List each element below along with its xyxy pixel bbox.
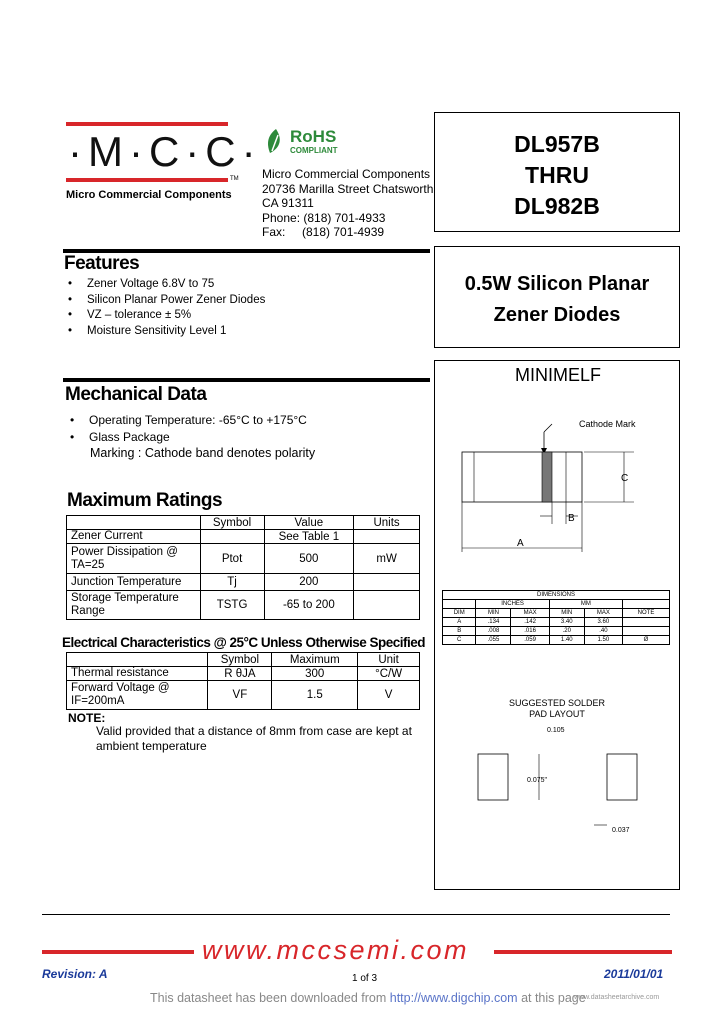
table-cell: Forward Voltage @ IF=200mA [67,681,208,710]
table-cell: -65 to 200 [264,591,354,620]
logo-bottom-bar [66,178,228,182]
dim-a-label: A [517,538,524,549]
package-title: MINIMELF [514,365,601,385]
dimensions-table [442,590,670,645]
table-cell: R θJA [208,667,272,681]
electrical-heading: Electrical Characteristics @ 25°C Unless Otherwise Specified [62,635,425,650]
dim-head: MIN [476,609,511,618]
rohs-subtitle: COMPLIANT [290,146,338,155]
dimensions-title: DIMENSIONS [443,591,670,600]
watermark: www.datasheetarchive.com [574,994,660,1001]
description-line: Zener Diodes [493,304,621,326]
table-header: Maximum [272,653,358,667]
address-line: CA 91311 [262,196,314,210]
fax-label: Fax: [262,225,286,239]
table-cell [354,574,420,591]
table-row [67,544,420,574]
features-list [68,277,265,339]
feature-item: • Moisture Sensitivity Level 1 [68,324,265,340]
table-cell: 200 [264,574,354,591]
solder-title-line: PAD LAYOUT [529,709,585,719]
address-line: Micro Commercial Components [262,167,431,181]
company-address [262,167,433,240]
feature-item: • Silicon Planar Power Zener Diodes [68,293,265,309]
fax-number: (818) 701-4939 [302,225,385,239]
dim-head: INCHES [476,600,549,609]
solder-dim-gap: 0.037 [612,827,630,834]
note-text: Valid provided that a distance of 8mm from case are kept at ambient temperature [96,724,412,753]
table-header: Unit [358,653,420,667]
part-number-start: DL957B [514,131,600,157]
table-cell: °C/W [358,667,420,681]
table-row [67,681,420,710]
table-cell [200,530,264,544]
solder-dim-width: 0.105 [547,727,565,734]
solder-layout-title [434,698,680,720]
table-cell: Thermal resistance [67,667,208,681]
table-cell: 1.5 [272,681,358,710]
revision-date: 2011/01/01 [604,967,664,981]
table-cell: Storage Temperature Range [67,591,201,620]
feature-item: • Zener Voltage 6.8V to 75 [68,277,265,293]
footer-red-bar-right [494,950,672,954]
electrical-table [66,652,420,710]
dim-head [623,600,670,609]
table-row [67,530,420,544]
table-cell: V [358,681,420,710]
mechanical-list [70,412,307,446]
page-number: 1 of 3 [352,973,378,984]
download-suffix: at this page [517,991,586,1005]
table-cell: 300 [272,667,358,681]
max-ratings-table [66,515,420,620]
table-cell: See Table 1 [264,530,354,544]
table-header: Symbol [208,653,272,667]
table-cell [354,591,420,620]
address-line: 20736 Marilla Street Chatsworth [262,181,434,196]
mechanical-bar [63,378,430,382]
max-ratings-heading: Maximum Ratings [67,490,223,511]
table-header [67,653,208,667]
table-cell [354,530,420,544]
table-header: Symbol [200,516,264,530]
product-description-box [434,246,680,348]
solder-title-line: SUGGESTED SOLDER [508,698,606,708]
mechanical-item: • Operating Temperature: -65°C to +175°C [70,412,307,429]
trademark-mark: TM [230,176,239,182]
table-cell: Ptot [200,544,264,574]
logo-top-bar [66,122,228,126]
dim-head: MAX [584,609,622,618]
solder-dim-height: 0.075" [527,777,548,784]
package-outline-drawing [434,410,680,580]
company-tagline: Micro Commercial Components [66,189,232,201]
table-cell: 500 [264,544,354,574]
mcc-logo: ·M·C·C· [68,128,262,175]
part-number-end: DL982B [514,193,600,219]
table-row: B .008 .016 .20 .40 [443,627,670,636]
table-row: A .134 .142 3.40 3.60 [443,618,670,627]
table-cell: Zener Current [67,530,201,544]
download-prefix: This datasheet has been downloaded from [150,991,390,1005]
table-header [67,516,201,530]
mechanical-heading: Mechanical Data [65,384,207,405]
dim-head: MIN [549,609,584,618]
part-number-box [434,112,680,232]
table-cell: mW [354,544,420,574]
footer-divider [42,914,670,915]
dim-head: NOTE [623,609,670,618]
dim-b-label: B [568,513,575,524]
note-heading: NOTE: [68,711,106,725]
table-cell: Tj [200,574,264,591]
marking-note: Marking : Cathode band denotes polarity [90,446,316,460]
website-url[interactable]: www.mccsemi.com [202,935,470,965]
dim-head: MAX [511,609,549,618]
rohs-title: RoHS [290,127,337,146]
table-header: Units [354,516,420,530]
feature-item: • VZ – tolerance ± 5% [68,308,265,324]
table-cell: TSTG [200,591,264,620]
part-number-thru: THRU [525,162,589,188]
table-row: C .055 .059 1.40 1.50 Ø [443,636,670,645]
features-heading: Features [64,253,140,274]
revision-label: Revision: A [42,967,108,981]
rohs-leaf-icon [264,127,288,157]
dim-head [443,600,476,609]
dim-c-label: C [621,473,629,484]
footer-red-bar-left [42,950,194,954]
table-row [67,591,420,620]
address-line: Phone: (818) 701-4933 [262,210,386,225]
table-cell: Power Dissipation @ TA=25 [67,544,201,574]
table-cell: VF [208,681,272,710]
description-line: 0.5W Silicon Planar [464,273,650,295]
mechanical-item: • Glass Package [70,429,307,446]
solder-pad-drawing [434,722,680,842]
download-link[interactable]: http://www.digchip.com [389,991,518,1005]
table-row [67,667,420,681]
download-notice [150,991,586,1005]
table-header: Value [264,516,354,530]
cathode-label: Cathode Mark [579,419,636,429]
dim-head: DIM [443,609,476,618]
table-row [67,574,420,591]
table-cell: Junction Temperature [67,574,201,591]
dim-head: MM [549,600,622,609]
